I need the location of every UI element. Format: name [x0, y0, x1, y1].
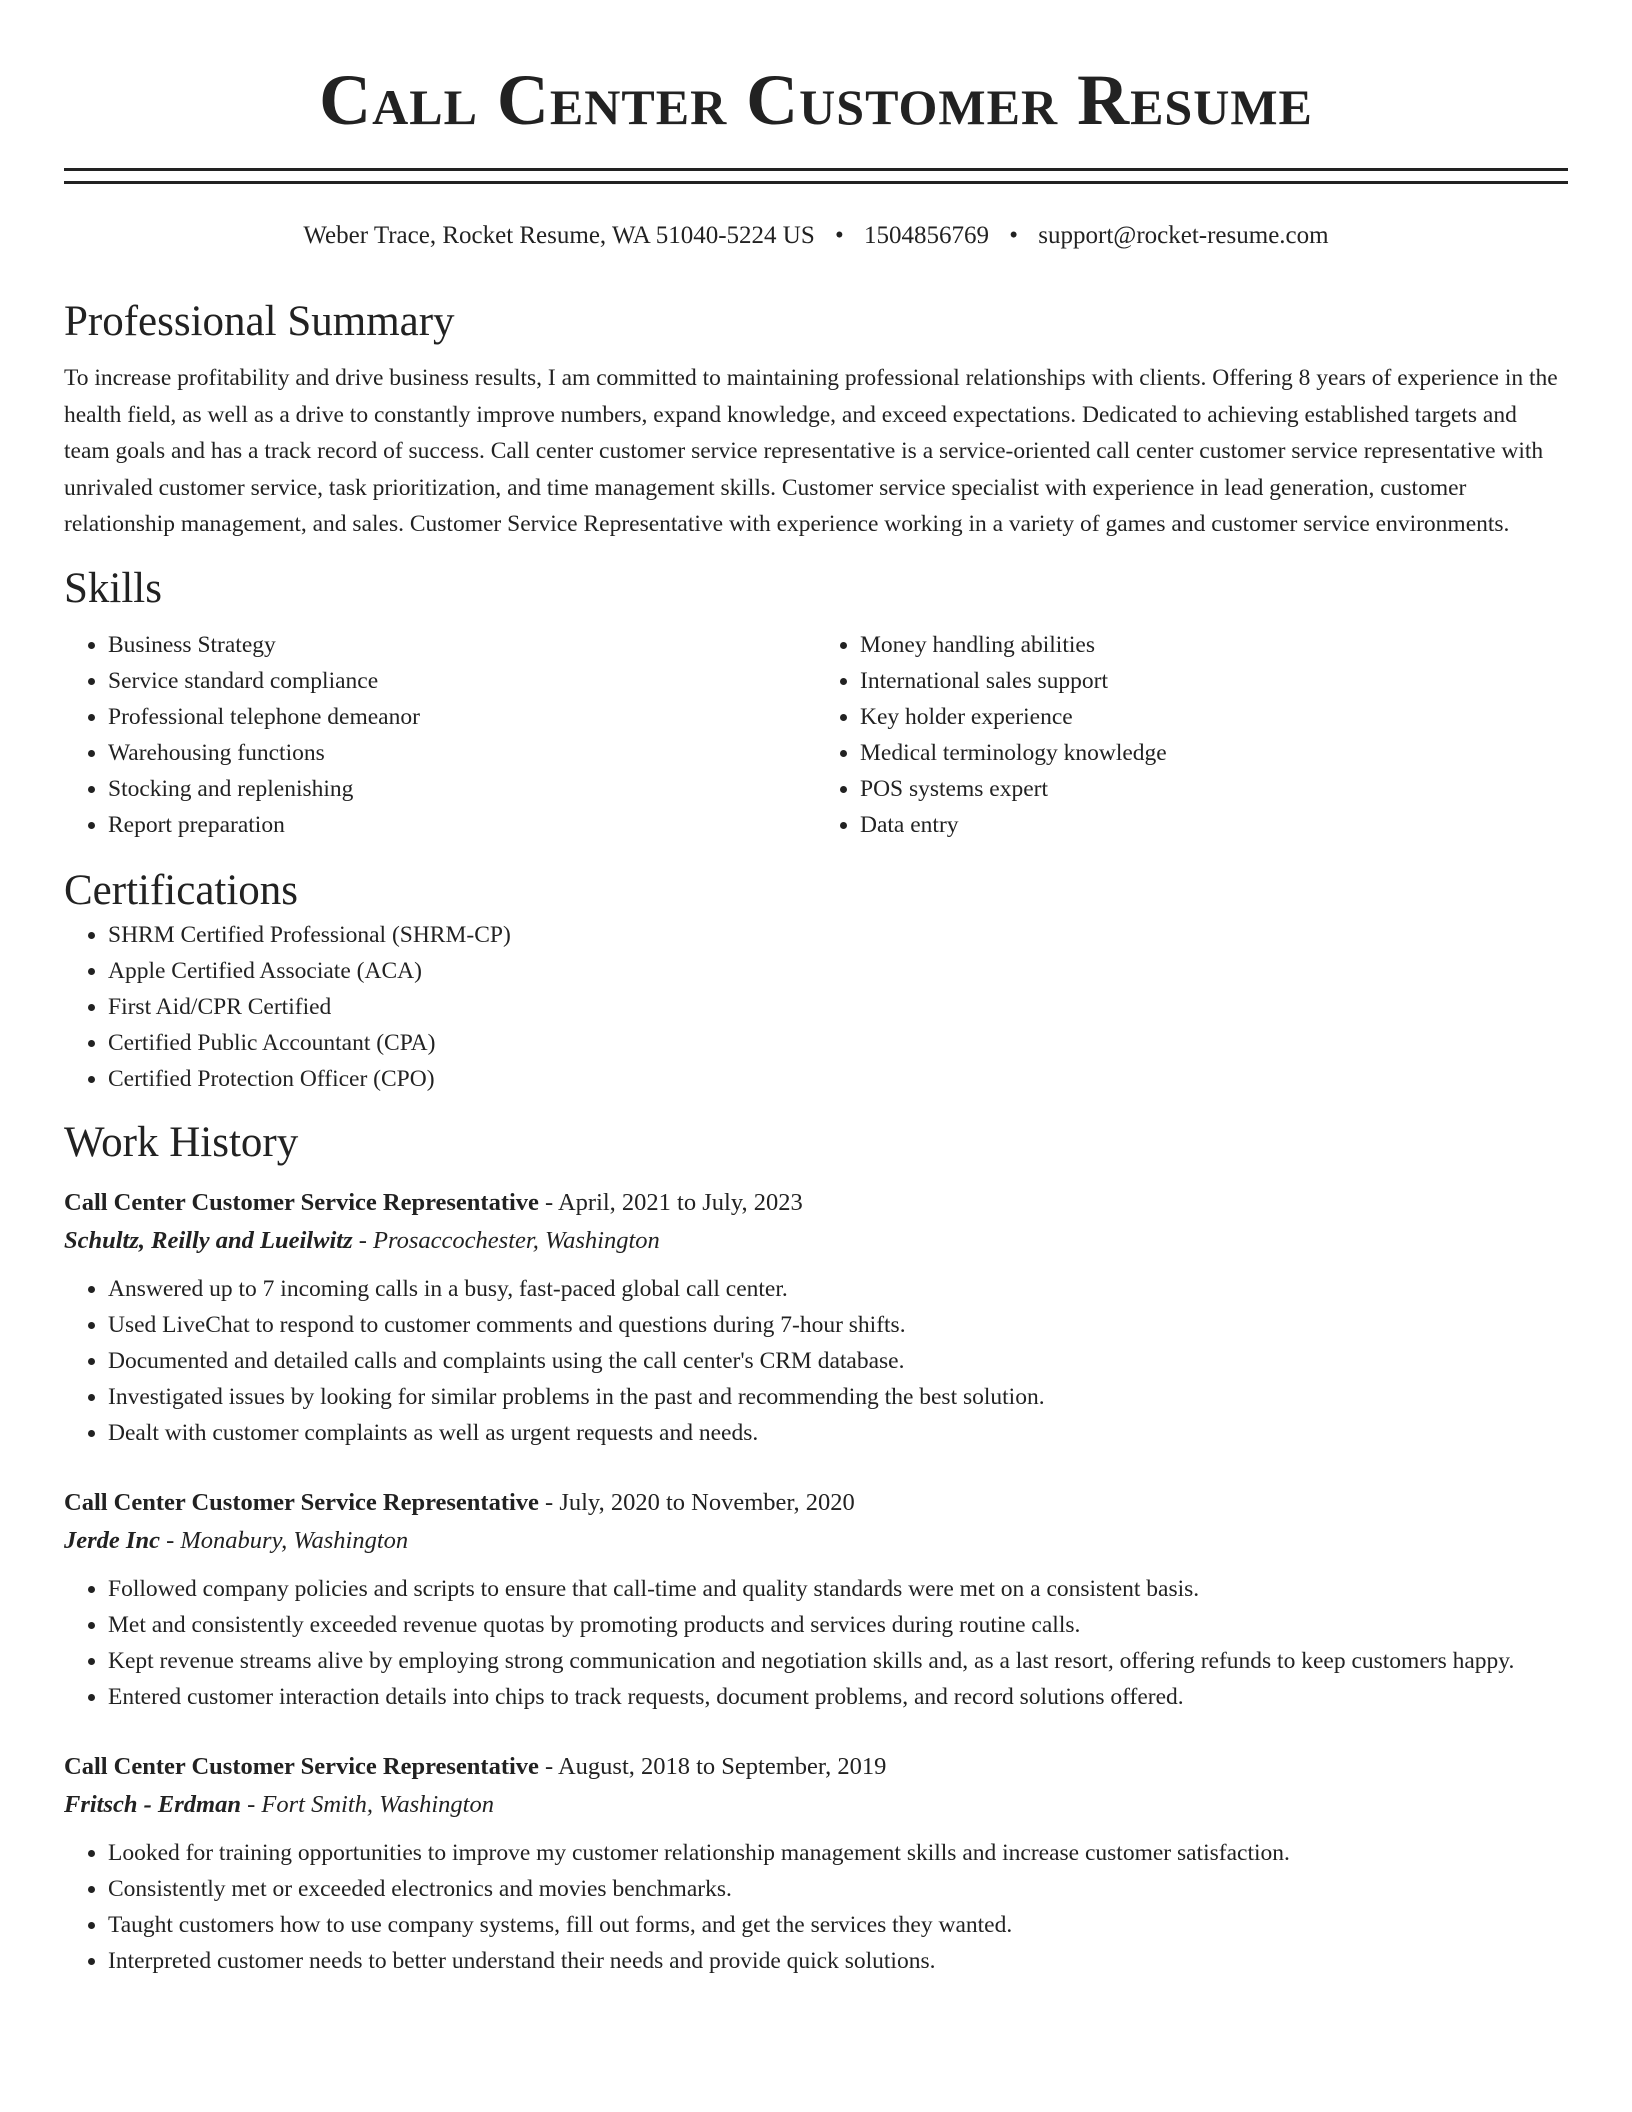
job-duty: • Investigated issues by looking for similar problems in the past and recommending the best solution.	[108, 1379, 1568, 1415]
job-duty: • Dealt with customer complaints as well as urgent requests and needs.	[108, 1415, 1568, 1451]
job-duty: • Used LiveChat to respond to customer comments and questions during 7-hour shifts.	[108, 1307, 1568, 1343]
skill-item: • POS systems expert	[860, 771, 1568, 807]
certification-item: • Certified Public Accountant (CPA)	[108, 1025, 1568, 1061]
skill-item: • Service standard compliance	[108, 663, 816, 699]
job-company: Fritsch - Erdman	[64, 1790, 241, 1818]
job-company: Schultz, Reilly and Lueilwitz	[64, 1226, 353, 1254]
skill-item: • Medical terminology knowledge	[860, 735, 1568, 771]
job-dates: July, 2020 to November, 2020	[559, 1488, 855, 1516]
contact-line	[64, 220, 1568, 252]
contact-address: Weber Trace, Rocket Resume, WA 51040-5224 US	[303, 222, 815, 249]
skill-item: • Key holder experience	[860, 699, 1568, 735]
summary-text: To increase profitability and drive business results, I am committed to maintaining professional relationships with clients. Offering 8 years of experience in the health field, as well as a drive to constantly improve numbers, expand knowledge, and exceed expectations. Dedicated to achieving established targets and team goals and has a track record of success. Call center customer service representative is a service-oriented call center customer service representative with unrivaled customer service, task prioritization, and time management skills. Customer service specialist with experience in lead generation, customer relationship management, and sales. Customer Service Representative with experience working in a variety of games and customer service environments.	[64, 365, 1558, 537]
skill-item: • Business Strategy	[108, 627, 816, 663]
job-duty: • Looked for training opportunities to improve my customer relationship management skills and increase customer satisfaction.	[108, 1835, 1568, 1871]
job-dates: April, 2021 to July, 2023	[557, 1188, 803, 1216]
certification-item: • SHRM Certified Professional (SHRM-CP)	[108, 917, 1568, 953]
job-title: Call Center Customer Service Representative	[64, 1488, 539, 1516]
contact-email: support@rocket-resume.com	[1038, 222, 1329, 249]
job-location: Prosaccochester, Washington	[373, 1226, 660, 1254]
job-dates: August, 2018 to September, 2019	[557, 1752, 887, 1780]
job-title-line: Call Center Customer Service Representative - April, 2021 to July, 2023	[64, 1188, 803, 1216]
skills-right-list	[816, 627, 1568, 843]
job-title-line: Call Center Customer Service Representative - August, 2018 to September, 2019	[64, 1752, 887, 1780]
contact-separator: •	[835, 222, 844, 249]
job-title: Call Center Customer Service Representative	[64, 1752, 539, 1780]
summary-heading: Professional Summary	[64, 298, 455, 345]
job-entry	[64, 1185, 1568, 1451]
job-duty: • Taught customers how to use company systems, fill out forms, and get the services they wanted.	[108, 1907, 1568, 1943]
job-title: Call Center Customer Service Representative	[64, 1188, 539, 1216]
certification-item: • First Aid/CPR Certified	[108, 989, 1568, 1025]
resume-title: Call Center Customer Resume	[319, 60, 1313, 140]
contact-separator: •	[1009, 222, 1019, 249]
skill-item: • Professional telephone demeanor	[108, 699, 816, 735]
skills-columns	[64, 627, 1568, 843]
job-company-line: Fritsch - Erdman - Fort Smith, Washington	[64, 1790, 494, 1818]
job-duties-list	[64, 1271, 1568, 1451]
skill-item: • Warehousing functions	[108, 735, 816, 771]
job-duty: • Interpreted customer needs to better understand their needs and provide quick solutions.	[108, 1943, 1568, 1979]
skill-item: • Stocking and replenishing	[108, 771, 816, 807]
job-location: Fort Smith, Washington	[261, 1790, 494, 1818]
job-duty: • Answered up to 7 incoming calls in a busy, fast-paced global call center.	[108, 1271, 1568, 1307]
certifications-list	[64, 917, 1568, 1097]
certification-item: • Certified Protection Officer (CPO)	[108, 1061, 1568, 1097]
job-title-line: Call Center Customer Service Representative - July, 2020 to November, 2020	[64, 1488, 855, 1516]
job-duty: • Followed company policies and scripts to ensure that call-time and quality standards were met on a consistent basis.	[108, 1571, 1568, 1607]
job-company-line: Schultz, Reilly and Lueilwitz - Prosaccochester, Washington	[64, 1226, 660, 1254]
job-duty: • Documented and detailed calls and complaints using the call center's CRM database.	[108, 1343, 1568, 1379]
work-history-heading: Work History	[64, 1118, 299, 1166]
job-location: Monabury, Washington	[180, 1526, 409, 1554]
job-duty: • Consistently met or exceeded electronics and movies benchmarks.	[108, 1871, 1568, 1907]
job-duties-list	[64, 1571, 1568, 1715]
skill-item: • International sales support	[860, 663, 1568, 699]
job-entry	[64, 1485, 1568, 1715]
contact-phone: 1504856769	[864, 222, 990, 249]
skills-left-list	[64, 627, 816, 843]
skills-heading: Skills	[64, 564, 162, 612]
job-duty: • Entered customer interaction details into chips to track requests, document problems, and record solutions offered.	[108, 1679, 1568, 1715]
certifications-heading: Certifications	[64, 866, 299, 914]
job-duty: • Met and consistently exceeded revenue quotas by promoting products and services during routine calls.	[108, 1607, 1568, 1643]
job-duty: • Kept revenue streams alive by employing strong communication and negotiation skills and, as a last resort, offering refunds to keep customers happy.	[108, 1643, 1568, 1679]
certification-item: • Apple Certified Associate (ACA)	[108, 953, 1568, 989]
job-company-line: Jerde Inc - Monabury, Washington	[64, 1526, 409, 1554]
skill-item: • Data entry	[860, 807, 1568, 843]
skill-item: • Money handling abilities	[860, 627, 1568, 663]
job-company: Jerde Inc	[64, 1526, 160, 1554]
skill-item: • Report preparation	[108, 807, 816, 843]
job-entry	[64, 1749, 1568, 1979]
title-double-rule	[64, 168, 1568, 184]
job-duties-list	[64, 1835, 1568, 1979]
